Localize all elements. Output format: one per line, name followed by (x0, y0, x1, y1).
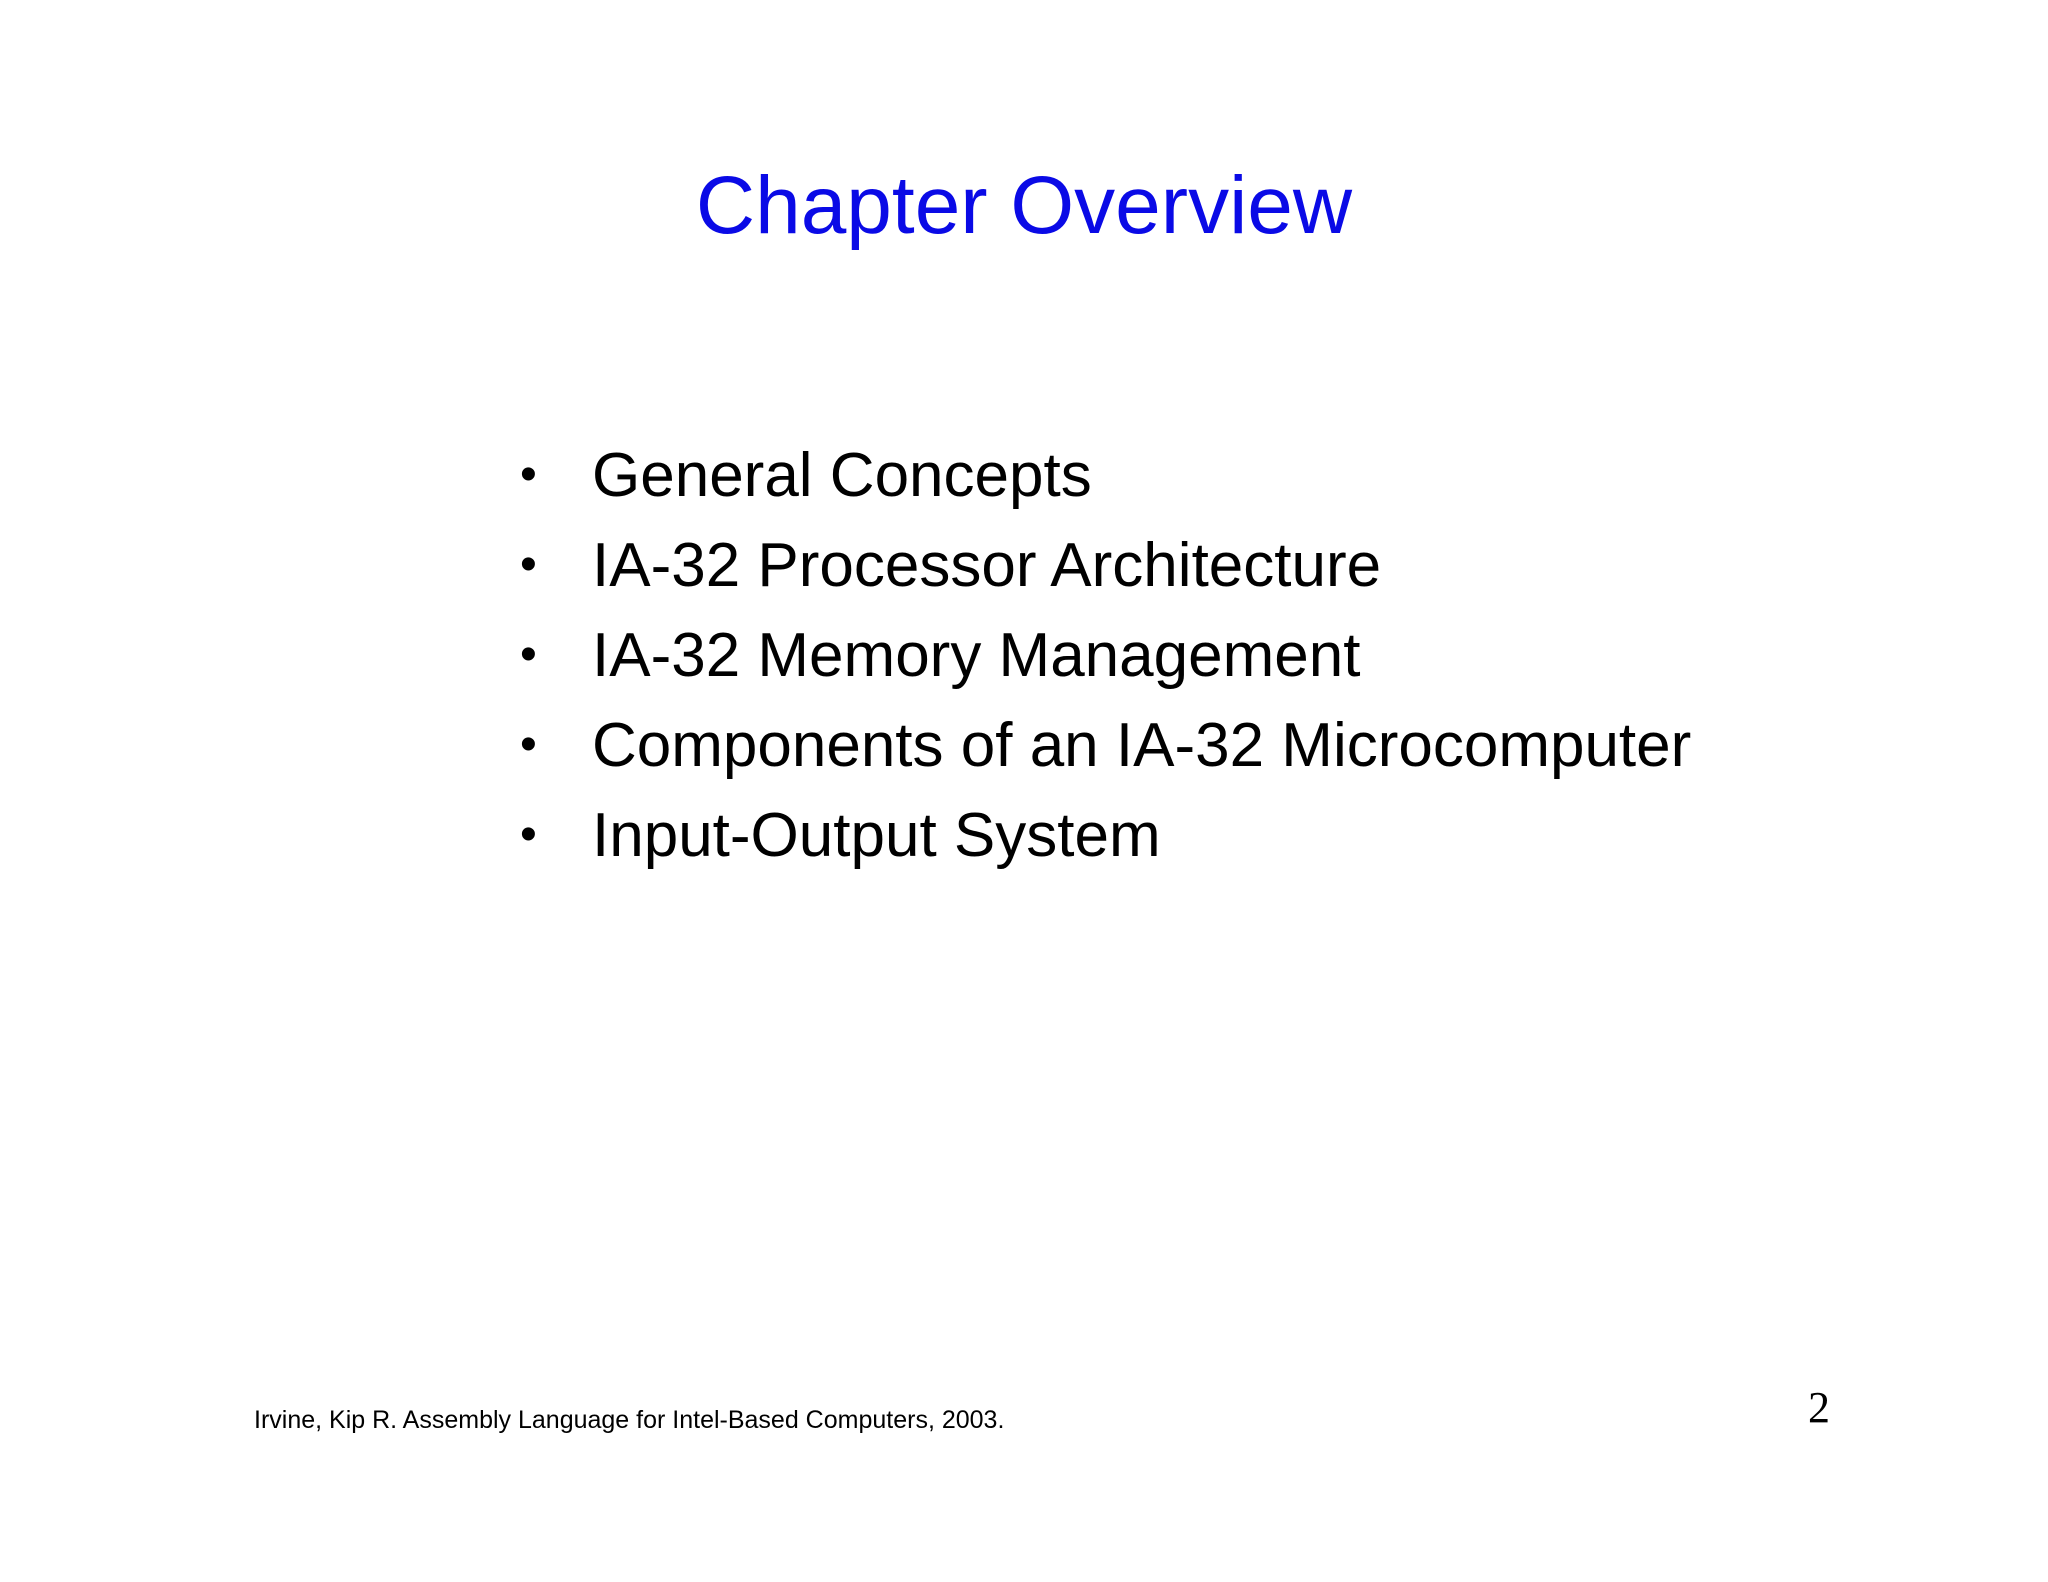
bullet-text: Input-Output System (592, 800, 1161, 870)
bullet-list (520, 430, 1691, 880)
bullet-dot-icon: • (520, 538, 537, 591)
bullet-item (520, 790, 1691, 880)
page-number: 2 (1808, 1383, 1830, 1432)
bullet-dot-icon: • (520, 628, 537, 681)
bullet-dot-icon: • (520, 448, 537, 501)
bullet-item (520, 430, 1691, 520)
bullet-text: Components of an IA-32 Microcomputer (592, 710, 1692, 780)
bullet-text: IA-32 Memory Management (592, 620, 1361, 690)
bullet-item (520, 700, 1691, 790)
footer-citation: Irvine, Kip R. Assembly Language for Intel-Based Computers, 2003. (254, 1406, 1005, 1434)
bullet-text: General Concepts (592, 440, 1092, 510)
bullet-text: IA-32 Processor Architecture (592, 530, 1382, 600)
slide-title: Chapter Overview (695, 160, 1353, 251)
bullet-item (520, 520, 1691, 610)
bullet-dot-icon: • (520, 718, 537, 771)
bullet-dot-icon: • (520, 808, 537, 861)
bullet-item (520, 610, 1691, 700)
